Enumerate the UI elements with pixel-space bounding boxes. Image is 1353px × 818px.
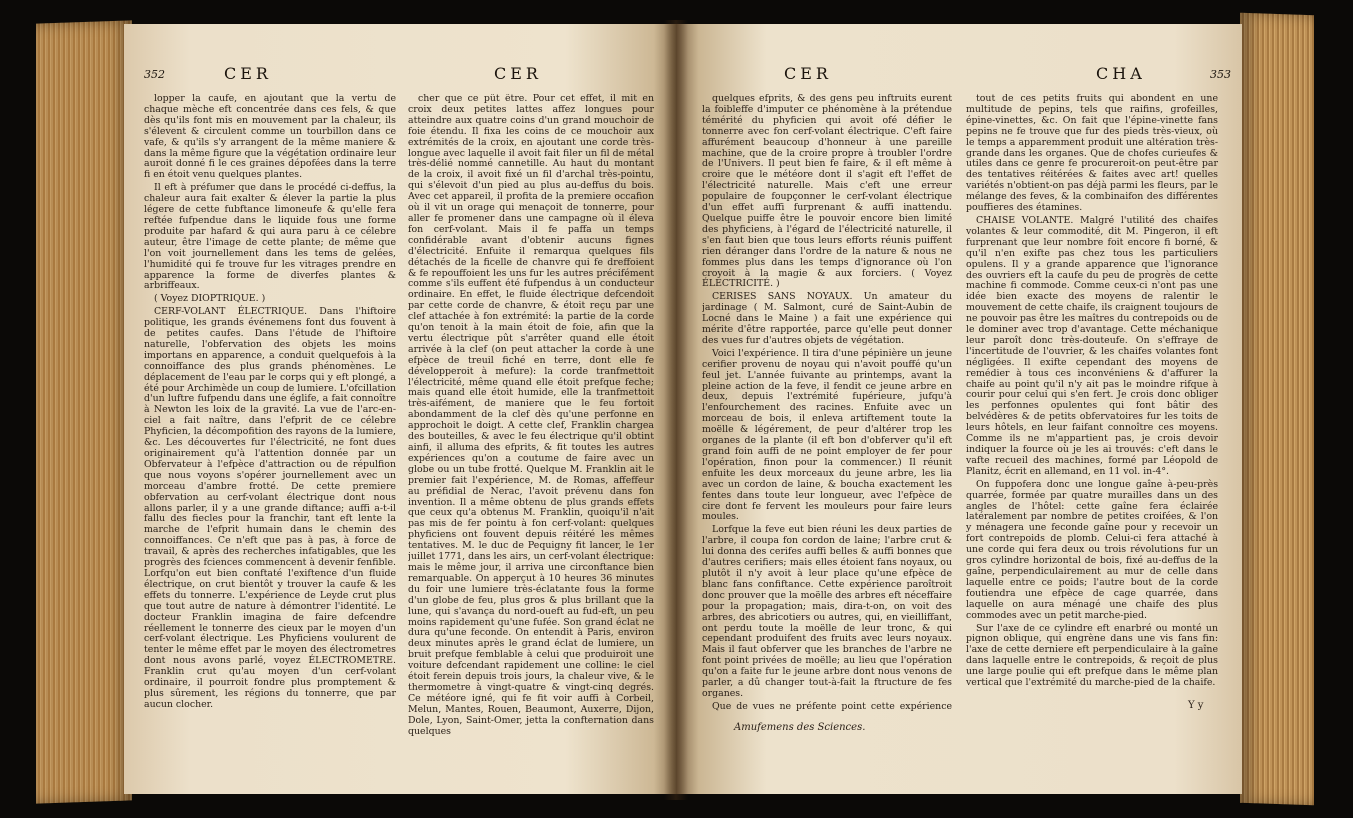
paragraph: CERF-VOLANT ÉLECTRIQUE. Dans l'hiftoire politique, les grands événemens font dus fouvent à de petites caufes. Dans l'étude de l'hiftoire naturelle, l'obfervation des objets les moins importans en apparence, a conduit quelquefois à la connoiffance des plus grands phénomènes. Le déplacement de l'eau par le corps qui y eft plongé, a été pour Archimède un coup de lumiere. L'ofcillation d'un luftre fufpendu dans une églife, a fait connoître à Newton les loix de la gravité. La vue de l'arc-en-ciel a fait naître, dans l'efprit de ce célebre Phyficien, la décompofition des rayons de la lumiere, &c. Les découvertes fur l'électricité, ne font dues originairement qu'à l'attention donnée par un Obfervateur à l'efpèce d'attraction ou de répulfion que nous voyons s'opérer journellement avec un morceau d'ambre frotté. De cette premiere obfervation au cerf-volant électrique dont nous allons parler, il y a une grande diftance; auffi a-t-il fallu des fiecles pour la franchir, tant eft lente la marche de l'efprit humain dans le chemin des connoiffances. Ce n'eft que pas à pas, à force de travail, & après des recherches infatigables, que les progrès des fciences commencent à devenir fenfible. Lorfqu'on eut bien conftaté l'exiftence d'un fluide électrique, on crut bientôt y trouver la caufe & les effets du tonnerre. L'expérience de Leyde crut plus que tout autre de nature à démontrer l'identité. Le docteur Franklin imagina de faire defcendre réellement le tonnerre des cieux par le moyen d'un cerf-volant électrique. Les Phyficiens voulurent de tenter le même effet par le moyen des électrometres dont nous avons parlé, voyez ÉLECTROMETRE. Franklin crut qu'au moyen d'un cerf-volant ordinaire, il pourroit fondre plus promptement & plus sûrement, les régions du tonnerre, que par aucun clocher. [144,306,396,710]
text-column-right [966,94,1218,694]
footer-title: Amufemens des Sciences. [734,722,866,733]
left-page [124,24,676,794]
paragraph: Lorfque la feve eut bien réuni les deux parties de l'arbre, il coupa fon cordon de laine; l'arbre crut & lui donna des cerifes auffi belles & auffi bonnes que d'autres cerifiers; mais elles étoient fans noyaux, ou plutôt il n'y avoit à leur place qu'une efpèce de blanc fans confiftance. Cette expérience paroîtroit donc prouver que la moëlle des arbres eft néceffaire pour la propagation; mais, dira-t-on, on voit des arbres, des abricotiers ou autres, qui, en vieilliffant, ont perdu toute la moëlle de leur tronc, & qui cependant produifent des fruits avec leurs noyaux. Mais il faut obferver que les branches de l'arbre ne font point privées de moëlle; au lieu que l'opération qu'on a faite fur le jeune arbre dont nous venons de parler, a dû changer tout-à-fait la ftructure de fes organes. [702,524,952,699]
paragraph: lopper la caufe, en ajoutant que la vertu de chaque mèche eft concentrée dans ces fels, & que dès qu'ils font mis en mouvement par la chaleur, ils s'élevent & circulent comme un tourbillon dans ce vafe, & qu'ils s'y arrangent de la même maniere & dans la même figure que la végétation ordinaire leur auroit donné fi le ces graines dépofées dans la terre fi en étoit venu quelques plantes. [144,94,396,181]
running-head-left: CER [784,64,832,83]
running-head-left: CER [224,64,272,83]
paragraph: cher que ce pût être. Pour cet effet, il mit en croix deux petites lattes affez longues pour atteindre aux quatre coins d'un grand mouchoir de foie étendu. Il fixa les coins de ce mouchoir aux extrémités de la croix, en ajoutant une corde très-longue avec laquelle il avoit fait filer un fil de métal très-délié nommé cannetille. Au haut du montant de la croix, il avoit fixé un fil d'archal très-pointu, qui s'élevoit d'un pied au plus au-deffus du bois. Avec cet appareil, il profita de la premiere occafion où il vit un orage qui menaçoit de tonnerre, pour aller fe promener dans une campagne où il éleva fon cerf-volant. Mais il fe paffa un temps confidérable avant d'obtenir aucuns fignes d'électricité. Enfuite il remarqua quelques fils détachés de la ficelle de chanvre qui fe dreffoient & fe repouffoient les uns fur les autres précifément comme s'ils euffent été fufpendus à un conducteur ordinaire. En effet, le fluide électrique defcendoit par cette corde de chanvre, & étoit reçu par une clef attachée à fon extrémité: la partie de la corde qu'on tenoit à la main étoit de foie, afin que la vertu électrique pût s'arrêter quand elle étoit arrivée à la clef (on peut attacher la corde à une efpèce de treuil fiché en terre, dont elle fe développeroit à mefure): la corde tranfmettoit l'électricité, même quand elle étoit prefque feche; mais quand elle étoit humide, elle la tranfmettoit très-aifément, de maniere que le feu fortoit abondamment de la clef dès qu'une perfonne en approchoit le doigt. A cette clef, Franklin chargea des bouteilles, & avec le feu électrique qu'il obtint ainfi, il alluma des efprits, & fit toutes les autres expériences qu'on a coutume de faire avec un globe ou un tube frotté. Quelque M. Franklin ait le premier fait l'expérience, M. de Romas, affeffeur au préfidial de Nerac, l'avoit prévenu dans fon invention. Il a même obtenu de plus grands effets que ceux qu'a obtenus M. Franklin, quoiqu'il n'ait pas mis de fer pointu à fon cerf-volant: quelques phyficiens ont fouvent depuis réitéré les mêmes tentatives. M. le duc de Pequigny fit lancer, le 1er juillet 1771, dans les airs, un cerf-volant électrique: mais le même jour, il arriva une circonftance bien remarquable. On apperçut à 10 heures 36 minutes du foir une lumiere très-éclatante fous la forme d'un globe de feu, plus gros & plus brillant que la lune, qui s'avança du nord-oueft au fud-eft, un peu moins rapidement qu'une fufée. Son grand éclat ne dura qu'une feconde. On entendit à Paris, environ deux minutes après le grand éclat de lumiere, un bruit prefque femblable à celui que produiroit une voiture defcendant rapidement une colline: le ciel étoit ferein depuis trois jours, la chaleur vive, & le thermometre à vingt-quatre & vingt-cinq degrés. Ce météore igné, qui fe fit voir auffi à Corbeil, Melun, Mantes, Rouen, Beaumont, Auxerre, Dijon, Dole, Lyon, Saint-Omer, jetta la confternation dans quelques [408,94,654,737]
page-number: 353 [1210,68,1231,81]
paragraph: Il eft à préfumer que dans le procédé ci-deffus, la chaleur aura fait exalter & élever la partie la plus légere de cette fubftance limoneufe & qu'elle fera reftée fufpendue dans le liquide fous une forme produite par hafard & qui aura paru à ce célebre auteur, être l'image de cette plante; de même que l'on voit journellement dans les tems de gelées, l'humidité qui fe trouve fur les vitrages prendre en apparence la forme de diverfes plantes & arbriffeaux. [144,182,396,292]
paragraph: On fuppofera donc une longue gaîne à-peu-près quarrée, formée par quatre murailles dans un des angles de l'hôtel: cette gaîne fera éclairée latéralement par nombre de petites croifées, & l'on y ménagera une feconde gaîne pour y recevoir un fort contrepoids de plomb. Celui-ci fera attaché à une corde qui fera deux ou trois révolutions fur un gros cylindre horizontal de bois, fixé au-deffus de la gaîne, perpendiculairement au mur de celle dans laquelle entre ce poids; l'autre bout de la corde foutiendra une efpèce de cage quarrée, dans laquelle on aura ménagé une chaife des plus commodes avec un petit marche-pied. [966,478,1218,621]
running-head-right: CER [494,64,542,83]
paragraph: Sur l'axe de ce cylindre eft enarbré ou monté un pignon oblique, qui engrène dans une vis fans fin: l'axe de cette derniere eft perpendiculaire à la gaîne dans laquelle entre le contrepoids, & reçoit de plus une large poulie qui eft prefque dans le même plan vertical que l'extrémité du marche-pied de la chaife. [966,622,1218,689]
text-column-left [702,94,952,712]
paragraph: ( Voyez DIOPTRIQUE. ) [154,293,266,305]
paragraph: tout de ces petits fruits qui abondent en une multitude de pepins, tels que raifins, grofeilles, épine-vinettes, &c. On fait que l'épine-vinette fans pepins ne fe trouve que fur des pieds très-vieux, où le temps a apparemment produit une altération très-grande dans les organes. Que de chofes curieufes & utiles dans ce genre fe procureroit-on peut-être par des tentatives réitérées & faites avec art! quelles variétés n'obtient-on pas déjà parmi les fleurs, par le mélange des feves, & la combinaifon des différentes pouffieres des étamines. [966,94,1218,214]
paragraph: Que de vues ne préfente point cette expérience [712,700,952,712]
paragraph: Voici l'expérience. Il tira d'une pépinière un jeune cerifier provenu de noyau qui n'avoit pouffé qu'un feul jet. L'année fuivante au printemps, avant la pleine action de la feve, il fendit ce jeune arbre en deux, depuis l'extrémité fupérieure, jufqu'à l'enfourchement des racines. Enfuite avec un morceau de bois, il enleva artiftement toute la moëlle & légérement, de peur d'altérer trop les organes de la plante (il eft bon d'obferver qu'il eft grand foin auffi de ne point employer de fer pour l'opération, finon pour la commencer.) Il réunit enfuite les deux morceaux du jeune arbre, les lia avec un cordon de laine, & boucha exactement les fentes dans toute leur longueur, avec l'efpèce de cire dont fe fervent les mouleurs pour faire leurs moules. [702,347,952,523]
paragraph: quelques efprits, & des gens peu inftruits eurent la foibleffe d'imputer ce phénomène à la prétendue témérité du phyficien qui avoit ofé défier le tonnerre avec fon cerf-volant électrique. C'eft faire affurément beaucoup d'honneur à une pareille machine, que de la croire propre à troubler l'ordre de l'Univers. Il peut bien fe faire, & il eft même à croire que le météore dont il s'agit eft l'effet de l'électricité naturelle. Mais c'eft une erreur populaire de foupçonner le cerf-volant électrique d'un effet auffi furprenant & auffi inattendu. Quelque puiffe être le pouvoir encore bien limité des phyficiens, à l'égard de l'électricité naturelle, il s'en faut bien que tous leurs efforts réunis puiffent rien déranger dans l'ordre de la nature & nous ne fommes plus dans les temps d'ignorance où l'on croyoit à la magie & aux forciers. ( Voyez ÉLECTRICITÉ. ) [702,94,952,290]
signature-mark: Y y [1188,700,1204,711]
right-page [676,24,1242,794]
text-column-right [408,94,654,784]
paragraph: CERISES SANS NOYAUX. Un amateur du jardinage ( M. Salmont, curé de Saint-Aubin de Locné dans le Maine ) a fait une expérience qui mérite d'être rapportée, parce qu'elle peut donner des vues fur d'autres objets de végétation. [702,291,952,346]
left-page-edges [36,20,132,803]
text-column-left [144,94,396,784]
paragraph: CHAISE VOLANTE. Malgré l'utilité des chaifes volantes & leur commodité, dit M. Pingeron, il eft furprenant que leur nombre foit encore fi borné, & qu'il n'en exifte pas chez tous les particuliers opulens. Il y a grande apparence que l'ignorance des ouvriers eft la caufe du peu de progrès de cette machine fi commode. Comme ceux-ci n'ont pas une idée bien exacte des moyens de ralentir le mouvement de cette chaife, ils craignent toujours de ne pouvoir pas être les maîtres du contrepoids ou de le dominer avec trop d'avantage. Cette méchanique leur paroît donc très-douteufe. On s'effraye de l'incertitude de l'ouvrier, & les chaifes volantes font négligées. Il exifte cependant des moyens de remédier à tous ces inconvéniens & d'affurer la chaife au point qu'il n'y ait pas le moindre rifque à courir pour celui qui s'en fert. Je crois donc obliger les perfonnes opulentes qui font bâtir des belvédères & de petits obfervatoires fur les toits de leurs hôtels, en leur faifant connoître ces moyens. Comme ils ne m'appartient pas, je crois devoir indiquer la fource où je les ai trouvés: c'eft dans le vafte recueil des machines, formé par Léopold de Planitz, écrit en allemand, en 11 vol. in-4°. [966,214,1218,477]
right-page-edges [1240,13,1314,806]
book-gutter [664,20,688,800]
page-number: 352 [144,68,165,81]
running-head-right: CHA [1096,64,1146,83]
